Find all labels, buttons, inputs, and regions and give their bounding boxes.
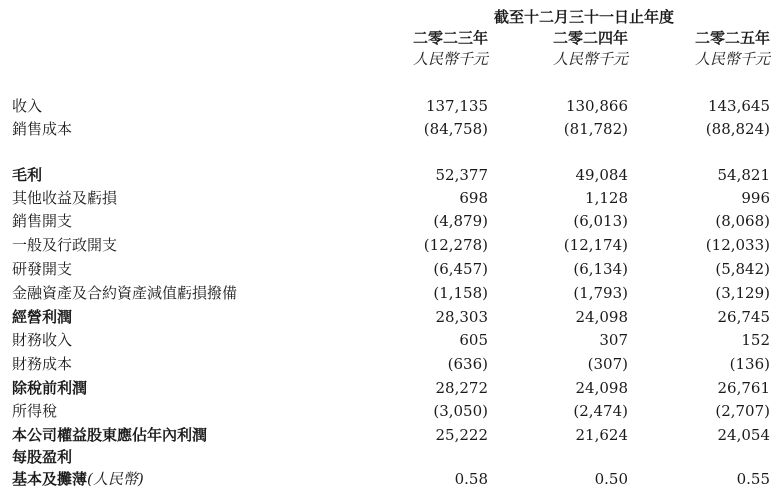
value-2024: 49,084 xyxy=(575,166,628,184)
value-2024: (1,793) xyxy=(573,284,628,302)
year-header-2025: 二零二五年 xyxy=(694,29,770,47)
row-profit-for-year xyxy=(0,424,780,446)
eps-label: 基本及攤薄 xyxy=(12,470,88,488)
value-2023: 25,222 xyxy=(435,426,488,444)
row-label: 收入 xyxy=(12,97,43,115)
value-2024: 21,624 xyxy=(575,426,628,444)
value-2024: 307 xyxy=(599,331,628,349)
row-label: 每股盈利 xyxy=(12,448,73,466)
value-2025: 26,745 xyxy=(717,308,770,326)
row-cost-of-sales xyxy=(0,118,780,140)
value-2025: (8,068) xyxy=(715,212,770,230)
value-2023: (3,050) xyxy=(433,402,488,420)
value-2025: (12,033) xyxy=(705,236,770,254)
row-operating-profit xyxy=(0,306,780,328)
value-2025: 24,054 xyxy=(717,426,770,444)
value-2023: 28,272 xyxy=(435,379,488,397)
value-2024: (81,782) xyxy=(563,120,628,138)
value-2024: 24,098 xyxy=(575,379,628,397)
row-label: 所得稅 xyxy=(12,402,58,420)
row-label: 毛利 xyxy=(12,166,43,184)
value-2023: (636) xyxy=(447,355,488,373)
value-2023: 28,303 xyxy=(435,308,488,326)
unit-header-2023: 人民幣千元 xyxy=(412,50,488,68)
value-2024: 0.50 xyxy=(594,470,628,488)
row-label: 金融資產及合約資產減值虧損撥備 xyxy=(12,284,238,302)
value-2024: 24,098 xyxy=(575,308,628,326)
row-eps-heading xyxy=(0,446,780,468)
value-2023: (1,158) xyxy=(433,284,488,302)
value-2023: (12,278) xyxy=(423,236,488,254)
value-2025: 143,645 xyxy=(707,97,770,115)
row-gross-profit xyxy=(0,164,780,186)
year-header-2024: 二零二四年 xyxy=(552,29,628,47)
row-label: 其他收益及虧損 xyxy=(12,189,118,207)
period-heading xyxy=(0,6,780,26)
row-profit-before-tax xyxy=(0,377,780,399)
value-2025: (5,842) xyxy=(715,260,770,278)
period-label: 截至十二月三十一日止年度 xyxy=(493,8,674,26)
value-2023: 698 xyxy=(459,189,488,207)
unit-header-2025: 人民幣千元 xyxy=(694,50,770,68)
value-2023: (4,879) xyxy=(433,212,488,230)
unit-headers xyxy=(0,48,780,68)
value-2024: (2,474) xyxy=(573,402,628,420)
row-selling-expenses xyxy=(0,210,780,232)
value-2025: 152 xyxy=(741,331,770,349)
row-eps-basic-diluted xyxy=(0,468,780,490)
value-2025: 54,821 xyxy=(717,166,770,184)
row-label xyxy=(12,468,144,490)
value-2025: 0.55 xyxy=(736,470,770,488)
row-impairment-provision xyxy=(0,282,780,304)
row-revenue xyxy=(0,95,780,117)
value-2024: (12,174) xyxy=(563,236,628,254)
row-label: 本公司權益股東應佔年內利潤 xyxy=(12,426,208,444)
row-label: 銷售開支 xyxy=(12,212,73,230)
row-label: 除稅前利潤 xyxy=(12,379,88,397)
value-2025: (3,129) xyxy=(715,284,770,302)
row-label: 銷售成本 xyxy=(12,120,73,138)
row-label: 經營利潤 xyxy=(12,308,73,326)
value-2024: (6,013) xyxy=(573,212,628,230)
value-2023: 0.58 xyxy=(454,470,488,488)
value-2024: (6,134) xyxy=(573,260,628,278)
row-income-tax xyxy=(0,400,780,422)
value-2025: (136) xyxy=(729,355,770,373)
row-label: 財務收入 xyxy=(12,331,73,349)
value-2025: (2,707) xyxy=(715,402,770,420)
value-2025: 26,761 xyxy=(717,379,770,397)
row-label: 一般及行政開支 xyxy=(12,236,118,254)
value-2023: (6,457) xyxy=(433,260,488,278)
value-2025: 996 xyxy=(741,189,770,207)
row-rnd-expenses xyxy=(0,258,780,280)
row-finance-costs xyxy=(0,353,780,375)
value-2023: 52,377 xyxy=(435,166,488,184)
eps-unit-note: (人民幣) xyxy=(87,470,144,488)
value-2024: (307) xyxy=(587,355,628,373)
value-2023: 137,135 xyxy=(425,97,488,115)
value-2023: (84,758) xyxy=(423,120,488,138)
row-other-gains-losses xyxy=(0,187,780,209)
year-headers xyxy=(0,27,780,47)
row-admin-expenses xyxy=(0,234,780,256)
value-2024: 130,866 xyxy=(565,97,628,115)
row-finance-income xyxy=(0,329,780,351)
value-2025: (88,824) xyxy=(705,120,770,138)
year-header-2023: 二零二三年 xyxy=(412,29,488,47)
value-2023: 605 xyxy=(459,331,488,349)
value-2024: 1,128 xyxy=(585,189,628,207)
unit-header-2024: 人民幣千元 xyxy=(552,50,628,68)
row-label: 研發開支 xyxy=(12,260,73,278)
row-label: 財務成本 xyxy=(12,355,73,373)
